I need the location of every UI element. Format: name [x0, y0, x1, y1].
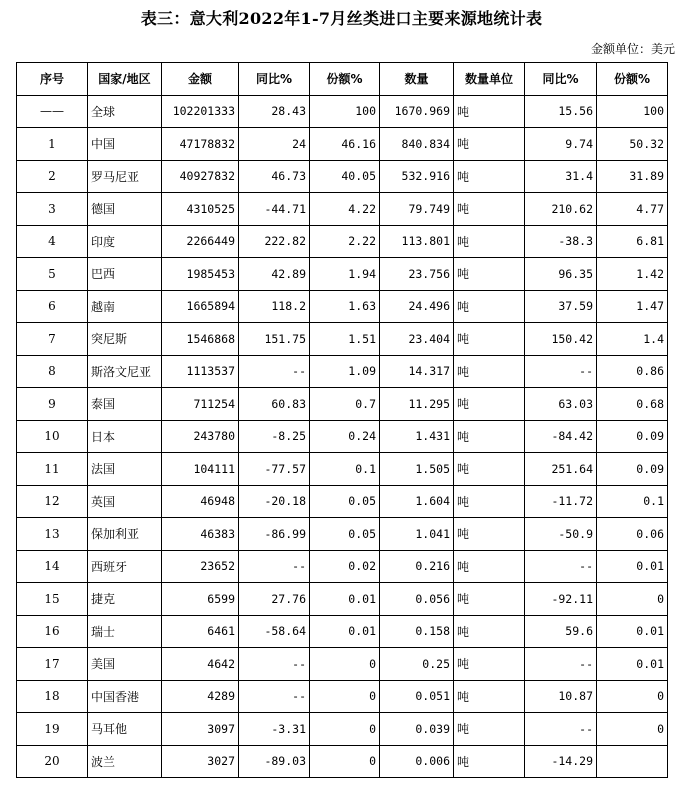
table-row — [17, 160, 668, 193]
cell-seq: 20 — [17, 745, 88, 778]
table-row — [17, 95, 668, 128]
cell-quantity-yoy: -84.42 — [525, 420, 597, 453]
cell-amount-share: 1.09 — [310, 355, 380, 388]
table-row — [17, 713, 668, 746]
table-row — [17, 193, 668, 226]
cell-amount: 3097 — [162, 713, 239, 746]
cell-amount-share: 0 — [310, 713, 380, 746]
cell-seq: 8 — [17, 355, 88, 388]
cell-amount: 711254 — [162, 388, 239, 421]
cell-quantity-yoy: -- — [525, 713, 597, 746]
cell-quantity: 1.041 — [380, 518, 454, 551]
cell-amount-share: 1.94 — [310, 258, 380, 291]
cell-quantity-share: 50.32 — [597, 128, 668, 161]
cell-amount-yoy: 42.89 — [239, 258, 310, 291]
cell-amount: 46948 — [162, 485, 239, 518]
cell-amount-share: 0.7 — [310, 388, 380, 421]
table-row — [17, 550, 668, 583]
cell-quantity-unit: 吨 — [454, 95, 525, 128]
cell-quantity: 1670.969 — [380, 95, 454, 128]
cell-seq: 16 — [17, 615, 88, 648]
cell-quantity: 0.051 — [380, 680, 454, 713]
cell-country: 德国 — [88, 193, 162, 226]
cell-seq: 1 — [17, 128, 88, 161]
cell-amount: 4310525 — [162, 193, 239, 226]
cell-amount-share: 0.24 — [310, 420, 380, 453]
table-row — [17, 420, 668, 453]
cell-country: 瑞士 — [88, 615, 162, 648]
cell-country: 巴西 — [88, 258, 162, 291]
cell-quantity-share: 0.68 — [597, 388, 668, 421]
cell-quantity: 1.505 — [380, 453, 454, 486]
cell-country: 中国香港 — [88, 680, 162, 713]
cell-quantity-yoy: -- — [525, 648, 597, 681]
import-statistics-table — [16, 62, 668, 778]
cell-quantity-unit: 吨 — [454, 583, 525, 616]
header-amount-share: 份额% — [310, 63, 380, 96]
cell-quantity-share: 0.06 — [597, 518, 668, 551]
table-row — [17, 745, 668, 778]
cell-amount-yoy: -44.71 — [239, 193, 310, 226]
cell-quantity-share — [597, 745, 668, 778]
cell-amount-yoy: -3.31 — [239, 713, 310, 746]
cell-amount: 6461 — [162, 615, 239, 648]
cell-quantity-yoy: 15.56 — [525, 95, 597, 128]
table-title: 表三：意大利2022年1-7月丝类进口主要来源地统计表 — [140, 9, 543, 28]
cell-country: 保加利亚 — [88, 518, 162, 551]
cell-quantity-share: 0 — [597, 583, 668, 616]
cell-seq: 7 — [17, 323, 88, 356]
cell-country: 波兰 — [88, 745, 162, 778]
table-row — [17, 128, 668, 161]
cell-amount-share: 100 — [310, 95, 380, 128]
cell-country: 突尼斯 — [88, 323, 162, 356]
cell-quantity: 23.404 — [380, 323, 454, 356]
cell-quantity-share: 0 — [597, 713, 668, 746]
cell-amount-share: 0.01 — [310, 583, 380, 616]
cell-amount: 3027 — [162, 745, 239, 778]
cell-seq: 2 — [17, 160, 88, 193]
header-quantity-unit: 数量单位 — [454, 63, 525, 96]
cell-amount-yoy: -77.57 — [239, 453, 310, 486]
cell-quantity-unit: 吨 — [454, 290, 525, 323]
cell-amount: 1665894 — [162, 290, 239, 323]
cell-country: 全球 — [88, 95, 162, 128]
cell-seq: 10 — [17, 420, 88, 453]
table-row — [17, 323, 668, 356]
cell-quantity: 23.756 — [380, 258, 454, 291]
cell-amount: 1113537 — [162, 355, 239, 388]
cell-seq: 12 — [17, 485, 88, 518]
header-row — [17, 63, 668, 96]
cell-seq: 6 — [17, 290, 88, 323]
header-amount-yoy: 同比% — [239, 63, 310, 96]
cell-country: 日本 — [88, 420, 162, 453]
cell-amount: 40927832 — [162, 160, 239, 193]
cell-amount: 6599 — [162, 583, 239, 616]
cell-quantity-yoy: 59.6 — [525, 615, 597, 648]
cell-quantity-share: 0.01 — [597, 615, 668, 648]
cell-quantity-yoy: -92.11 — [525, 583, 597, 616]
cell-quantity-unit: 吨 — [454, 713, 525, 746]
cell-quantity-yoy: 10.87 — [525, 680, 597, 713]
cell-quantity-yoy: -11.72 — [525, 485, 597, 518]
cell-seq: 15 — [17, 583, 88, 616]
cell-quantity-yoy: -14.29 — [525, 745, 597, 778]
table-row — [17, 453, 668, 486]
cell-quantity: 24.496 — [380, 290, 454, 323]
cell-amount-yoy: 46.73 — [239, 160, 310, 193]
table-row — [17, 615, 668, 648]
table-row — [17, 388, 668, 421]
table-body — [17, 95, 668, 778]
cell-quantity-unit: 吨 — [454, 453, 525, 486]
cell-quantity-unit: 吨 — [454, 648, 525, 681]
cell-quantity-unit: 吨 — [454, 128, 525, 161]
cell-quantity: 0.25 — [380, 648, 454, 681]
cell-amount-share: 0.01 — [310, 615, 380, 648]
cell-amount-share: 4.22 — [310, 193, 380, 226]
cell-amount: 1546868 — [162, 323, 239, 356]
cell-quantity-yoy: -50.9 — [525, 518, 597, 551]
cell-quantity-yoy: 150.42 — [525, 323, 597, 356]
cell-amount-share: 0.02 — [310, 550, 380, 583]
cell-amount-yoy: 151.75 — [239, 323, 310, 356]
cell-quantity: 0.216 — [380, 550, 454, 583]
cell-quantity-yoy: 63.03 — [525, 388, 597, 421]
cell-quantity-share: 0.09 — [597, 420, 668, 453]
cell-country: 印度 — [88, 225, 162, 258]
cell-quantity-unit: 吨 — [454, 485, 525, 518]
cell-quantity-share: 0.1 — [597, 485, 668, 518]
cell-amount: 47178832 — [162, 128, 239, 161]
cell-quantity: 532.916 — [380, 160, 454, 193]
cell-quantity-unit: 吨 — [454, 550, 525, 583]
unit-note: 金额单位：美元 — [590, 42, 675, 56]
cell-quantity: 113.801 — [380, 225, 454, 258]
cell-amount-yoy: -89.03 — [239, 745, 310, 778]
cell-amount-yoy: -20.18 — [239, 485, 310, 518]
cell-amount: 243780 — [162, 420, 239, 453]
cell-quantity-unit: 吨 — [454, 193, 525, 226]
cell-amount-share: 1.51 — [310, 323, 380, 356]
cell-quantity-share: 1.42 — [597, 258, 668, 291]
cell-quantity-unit: 吨 — [454, 745, 525, 778]
cell-quantity-share: 1.4 — [597, 323, 668, 356]
cell-amount: 23652 — [162, 550, 239, 583]
table-row — [17, 225, 668, 258]
cell-amount-share: 0 — [310, 745, 380, 778]
cell-quantity-unit: 吨 — [454, 680, 525, 713]
table-row — [17, 355, 668, 388]
cell-amount-share: 0.05 — [310, 518, 380, 551]
cell-quantity: 1.431 — [380, 420, 454, 453]
cell-seq: 9 — [17, 388, 88, 421]
cell-amount-yoy: 60.83 — [239, 388, 310, 421]
cell-quantity-share: 0.09 — [597, 453, 668, 486]
cell-quantity-unit: 吨 — [454, 355, 525, 388]
cell-amount-yoy: 222.82 — [239, 225, 310, 258]
table-row — [17, 290, 668, 323]
cell-quantity-unit: 吨 — [454, 258, 525, 291]
cell-quantity: 840.834 — [380, 128, 454, 161]
cell-country: 英国 — [88, 485, 162, 518]
cell-amount-yoy: 28.43 — [239, 95, 310, 128]
cell-amount: 102201333 — [162, 95, 239, 128]
cell-quantity-share: 0.01 — [597, 550, 668, 583]
cell-country: 西班牙 — [88, 550, 162, 583]
table-row — [17, 583, 668, 616]
header-amount: 金额 — [162, 63, 239, 96]
cell-seq: —— — [17, 95, 88, 128]
cell-amount-share: 0.1 — [310, 453, 380, 486]
cell-quantity-share: 0.86 — [597, 355, 668, 388]
cell-amount: 104111 — [162, 453, 239, 486]
cell-quantity: 0.056 — [380, 583, 454, 616]
cell-quantity: 1.604 — [380, 485, 454, 518]
table-row — [17, 518, 668, 551]
cell-quantity-unit: 吨 — [454, 323, 525, 356]
cell-quantity: 0.006 — [380, 745, 454, 778]
cell-country: 越南 — [88, 290, 162, 323]
cell-quantity-unit: 吨 — [454, 615, 525, 648]
cell-country: 捷克 — [88, 583, 162, 616]
cell-country: 斯洛文尼亚 — [88, 355, 162, 388]
cell-quantity-share: 4.77 — [597, 193, 668, 226]
cell-amount-yoy: -- — [239, 550, 310, 583]
cell-quantity-share: 1.47 — [597, 290, 668, 323]
header-quantity: 数量 — [380, 63, 454, 96]
cell-amount-yoy: -8.25 — [239, 420, 310, 453]
table-row — [17, 258, 668, 291]
cell-amount-yoy: 118.2 — [239, 290, 310, 323]
cell-seq: 4 — [17, 225, 88, 258]
cell-quantity: 0.158 — [380, 615, 454, 648]
cell-amount-share: 0 — [310, 680, 380, 713]
cell-quantity: 14.317 — [380, 355, 454, 388]
table-row — [17, 648, 668, 681]
cell-amount-yoy: -- — [239, 355, 310, 388]
cell-quantity-unit: 吨 — [454, 160, 525, 193]
cell-quantity-unit: 吨 — [454, 225, 525, 258]
cell-seq: 11 — [17, 453, 88, 486]
cell-amount: 4289 — [162, 680, 239, 713]
cell-quantity-yoy: -- — [525, 355, 597, 388]
header-country: 国家/地区 — [88, 63, 162, 96]
cell-quantity-yoy: 31.4 — [525, 160, 597, 193]
cell-country: 中国 — [88, 128, 162, 161]
cell-quantity-share: 0.01 — [597, 648, 668, 681]
cell-seq: 3 — [17, 193, 88, 226]
cell-amount: 2266449 — [162, 225, 239, 258]
cell-amount: 46383 — [162, 518, 239, 551]
cell-seq: 14 — [17, 550, 88, 583]
cell-seq: 18 — [17, 680, 88, 713]
cell-amount-yoy: -58.64 — [239, 615, 310, 648]
cell-quantity-yoy: 251.64 — [525, 453, 597, 486]
cell-amount-yoy: -86.99 — [239, 518, 310, 551]
cell-amount: 1985453 — [162, 258, 239, 291]
cell-quantity-yoy: 37.59 — [525, 290, 597, 323]
cell-quantity-unit: 吨 — [454, 420, 525, 453]
cell-amount: 4642 — [162, 648, 239, 681]
cell-quantity-yoy: 96.35 — [525, 258, 597, 291]
cell-quantity-share: 6.81 — [597, 225, 668, 258]
cell-quantity-yoy: 9.74 — [525, 128, 597, 161]
cell-amount-yoy: -- — [239, 680, 310, 713]
cell-quantity-share: 100 — [597, 95, 668, 128]
cell-amount-yoy: 27.76 — [239, 583, 310, 616]
cell-amount-share: 0 — [310, 648, 380, 681]
cell-country: 泰国 — [88, 388, 162, 421]
cell-seq: 13 — [17, 518, 88, 551]
cell-quantity-share: 31.89 — [597, 160, 668, 193]
table-row — [17, 680, 668, 713]
cell-amount-share: 2.22 — [310, 225, 380, 258]
cell-amount-share: 46.16 — [310, 128, 380, 161]
table-row — [17, 485, 668, 518]
cell-quantity: 11.295 — [380, 388, 454, 421]
header-quantity-share: 份额% — [597, 63, 668, 96]
cell-quantity: 0.039 — [380, 713, 454, 746]
cell-amount-yoy: 24 — [239, 128, 310, 161]
cell-quantity-yoy: 210.62 — [525, 193, 597, 226]
cell-quantity: 79.749 — [380, 193, 454, 226]
cell-quantity-yoy: -- — [525, 550, 597, 583]
cell-quantity-yoy: -38.3 — [525, 225, 597, 258]
cell-country: 罗马尼亚 — [88, 160, 162, 193]
cell-quantity-unit: 吨 — [454, 388, 525, 421]
cell-country: 美国 — [88, 648, 162, 681]
cell-seq: 19 — [17, 713, 88, 746]
cell-amount-share: 40.05 — [310, 160, 380, 193]
header-seq: 序号 — [17, 63, 88, 96]
cell-amount-yoy: -- — [239, 648, 310, 681]
cell-amount-share: 1.63 — [310, 290, 380, 323]
cell-seq: 17 — [17, 648, 88, 681]
cell-amount-share: 0.05 — [310, 485, 380, 518]
header-quantity-yoy: 同比% — [525, 63, 597, 96]
cell-quantity-unit: 吨 — [454, 518, 525, 551]
cell-quantity-share: 0 — [597, 680, 668, 713]
cell-country: 法国 — [88, 453, 162, 486]
cell-country: 马耳他 — [88, 713, 162, 746]
cell-seq: 5 — [17, 258, 88, 291]
